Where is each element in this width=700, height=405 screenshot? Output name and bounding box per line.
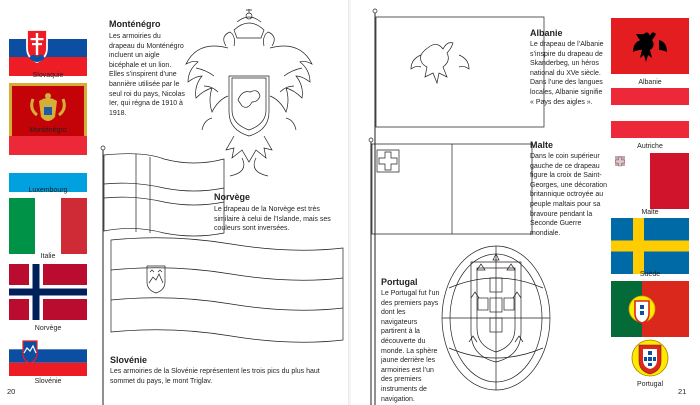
malte-title: Malte [530, 140, 554, 150]
montenegro-title: Monténégro [109, 19, 161, 29]
left-page [0, 0, 349, 405]
slovenie-text: Les armoiries de la Slovénie représentent les trois pics du plus haut sommet du pays, le mont Triglav. [110, 368, 320, 385]
flag-label-italy: Italie [40, 253, 56, 260]
flag-slovakia [9, 20, 87, 76]
flag-italy [9, 198, 87, 254]
flag-label-austria: Autriche [637, 143, 663, 150]
albanie-title: Albanie [530, 28, 563, 38]
slovenie-title: Slovénie [110, 355, 148, 365]
flag-norway [9, 264, 87, 320]
flag-label-luxembourg: Luxembourg [28, 187, 68, 194]
albanie-text: Le drapeau de l’Albanie s’inspire du drapeau de Skanderbeg, un héros national du XVe siècle. Dans l’une des langues locales, Albanie signifie « Pays des aigles ». [530, 41, 604, 106]
norvege-title: Norvège [214, 192, 251, 202]
flag-malta [611, 153, 689, 209]
portugal-emblem-icon [630, 338, 670, 378]
flag-slovenia [9, 336, 87, 376]
right-page [351, 0, 700, 405]
flag-austria [611, 88, 689, 138]
flag-portugal [611, 281, 689, 337]
flag-label-malta: Malte [641, 209, 659, 216]
flag-luxembourg [9, 136, 87, 192]
norvege-text: Le drapeau de la Norvège est très similaire à celui de l’Islande, mais ses couleurs sont inversées. [214, 206, 331, 233]
flag-label-slovakia: Slovaquie [32, 72, 64, 79]
flag-sweden [611, 218, 689, 274]
flag-label-albania: Albanie [638, 79, 662, 86]
flag-albania [611, 18, 689, 74]
portugal-title: Portugal [381, 277, 418, 287]
portugal-arms-outline-icon [441, 238, 551, 405]
montenegro-text: Les armoiries du drapeau du Monténégro incluent un aigle bicéphale et un lion. Elles s’inspirent d’une bannière utilisée par le seul roi du pays, Nicolas Ier, qui régna de 1910 à 1918. [109, 33, 185, 117]
flag-label-portugal: Portugal [636, 381, 664, 388]
flag-label-montenegro: Monténégro [29, 127, 67, 134]
page-number-right: 21 [678, 387, 687, 396]
flag-label-sweden: Suède [639, 271, 661, 278]
portugal-text: Le Portugal fut l’un des premiers pays dont les navigateurs partirent à la découverte du monde. La sphère jaune derrière les armoiries est l’un des premiers instruments de navigation. [381, 290, 440, 403]
malte-text: Dans le coin supérieur gauche de ce drapeau figure la croix de Saint-Georges, une décoration britannique octroyée au peuple maltais pour sa bravoure pendant la Seconde Guerre mondiale. [530, 153, 608, 237]
flag-label-norway: Norvège [34, 325, 62, 332]
page-number-left: 20 [7, 387, 16, 396]
flag-label-slovenia: Slovénie [34, 378, 62, 385]
